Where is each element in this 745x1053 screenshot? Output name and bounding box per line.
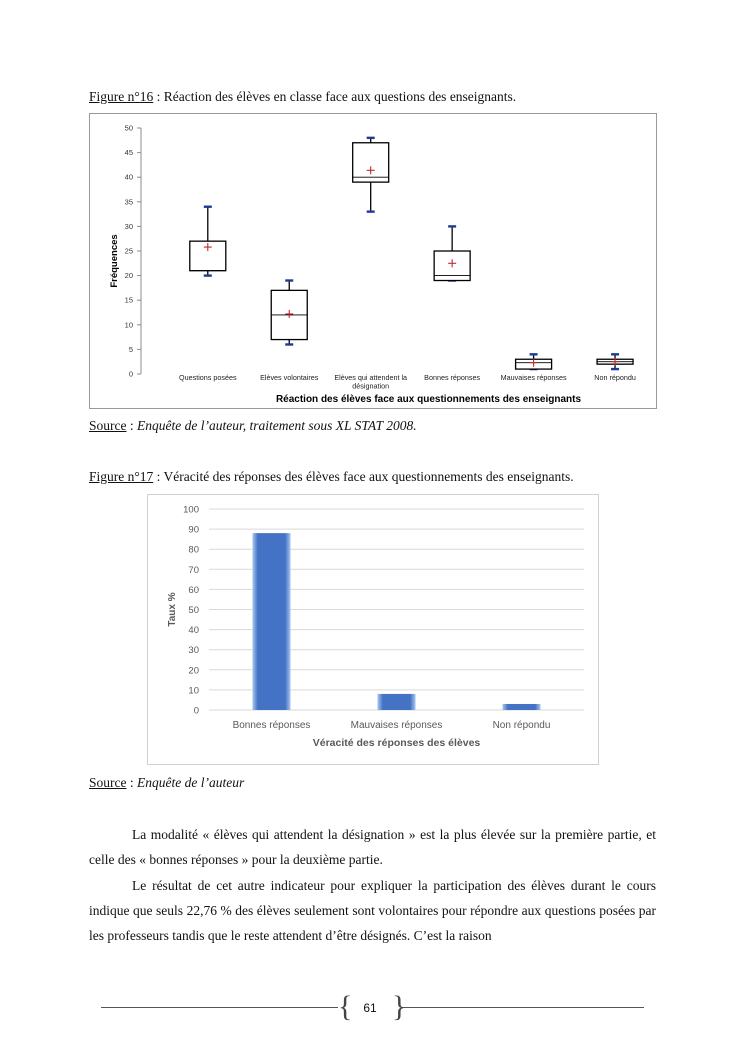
boxplot-series-3 [353, 138, 389, 212]
bar-y-tick-label: 40 [188, 625, 199, 637]
boxplot-x-category-label: Questions posées [179, 373, 237, 382]
boxplot-x-category-label: désignation [352, 381, 390, 391]
figure-17-sep: : [153, 469, 164, 484]
boxplot-series-1 [190, 207, 226, 276]
figure-17-title: Véracité des réponses des élèves face aux questionnements des enseignants. [163, 469, 574, 484]
bar-chart [148, 495, 598, 764]
figure-17-label: Figure n°17 [89, 469, 154, 484]
boxplot-frame [89, 113, 657, 409]
bar-1 [253, 533, 291, 710]
bar-y-tick-label: 80 [188, 544, 199, 556]
paragraph-2 [89, 873, 656, 948]
boxplot-y-tick-label: 10 [124, 320, 133, 330]
bar-x-axis-title: Véracité des réponses des élèves [312, 737, 481, 749]
paragraph-1-text: La modalité « élèves qui attendent la désignation » est la plus élevée sur la première partie, et celle des « bonnes réponses » pour la deuxième partie. [89, 827, 656, 867]
bar-y-tick-label: 20 [188, 665, 199, 677]
bar-y-tick-label: 60 [188, 584, 199, 596]
figure-16-title: Réaction des élèves en classe face aux questions des enseignants. [163, 89, 517, 104]
figure-16-label: Figure n°16 [89, 89, 154, 104]
bar-y-tick-label: 50 [188, 605, 199, 616]
boxplot-y-tick-label: 50 [124, 123, 133, 133]
bar-x-category-label: Non répondu [492, 720, 551, 731]
bar-y-tick-label: 90 [188, 524, 199, 536]
boxplot-x-category-label: Elèves qui attendent la [334, 373, 408, 382]
paragraph-1 [89, 822, 656, 872]
source-2 [89, 775, 244, 791]
source-2-text: Enquête de l’auteur [137, 775, 245, 790]
bar-y-axis-title: Taux % [167, 592, 178, 627]
boxplot-series-6 [597, 354, 633, 369]
footer-brace-left: { [338, 990, 353, 1023]
bar-y-tick-label: 70 [188, 564, 199, 576]
bar-y-tick-label: 0 [193, 705, 199, 717]
boxplot-y-tick-label: 20 [124, 271, 133, 281]
bar-y-tick-label: 100 [183, 504, 199, 516]
boxplot-y-tick-label: 30 [124, 221, 133, 231]
footer-line-right [401, 1007, 644, 1008]
source-1-text: Enquête de l’auteur, traitement sous XL STAT 2008. [137, 418, 417, 433]
figure-17-caption [89, 469, 574, 485]
barchart-frame [147, 494, 599, 765]
figure-16-caption [89, 89, 516, 105]
boxplot-x-category-label: Mauvaises réponses [500, 373, 567, 382]
source-2-sep: : [126, 775, 138, 790]
paragraph-2-text: Le résultat de cet autre indicateur pour expliquer la participation des élèves durant le cours indique que seuls 22,76 % des élèves seulement sont volontaires pour répondre aux questions posées par les professeurs tandis que le reste attendent d’être désignés. C’est la raison [89, 878, 656, 943]
bar-x-category-label: Bonnes réponses [232, 720, 311, 731]
source-1 [89, 418, 417, 434]
source-1-sep: : [126, 418, 138, 433]
bar-2 [378, 694, 416, 710]
page-number: 61 [363, 1001, 377, 1015]
boxplot-y-tick-label: 15 [124, 295, 133, 305]
source-2-label: Source [89, 775, 127, 790]
boxplot-y-tick-label: 40 [124, 172, 133, 182]
boxplot-series-2 [271, 281, 307, 345]
boxplot-y-tick-label: 5 [128, 344, 133, 354]
bar-3 [503, 704, 541, 710]
boxplot-series-5 [516, 354, 552, 369]
boxplot-series-4 [434, 226, 470, 280]
boxplot-x-axis-title: Réaction des élèves face aux questionnements des enseignants [275, 394, 582, 405]
boxplot-box [353, 143, 389, 182]
boxplot-x-category-label: Bonnes réponses [424, 373, 481, 382]
bar-y-tick-label: 10 [188, 685, 199, 697]
bar-y-tick-label: 30 [188, 645, 199, 657]
source-1-label: Source [89, 418, 127, 433]
boxplot-y-axis-title: Fréquences [109, 234, 120, 288]
boxplot-y-tick-label: 35 [124, 197, 133, 207]
bar-x-category-label: Mauvaises réponses [350, 720, 443, 731]
boxplot-chart [90, 114, 656, 408]
footer-line-left [101, 1007, 338, 1008]
boxplot-y-tick-label: 45 [124, 148, 133, 158]
boxplot-y-tick-label: 0 [128, 369, 133, 379]
boxplot-x-category-label: Elèves volontaires [260, 373, 319, 382]
figure-16-sep: : [153, 89, 164, 104]
boxplot-x-category-label: Non répondu [594, 373, 636, 382]
boxplot-y-tick-label: 25 [124, 246, 133, 256]
footer-brace-right: } [392, 990, 407, 1023]
